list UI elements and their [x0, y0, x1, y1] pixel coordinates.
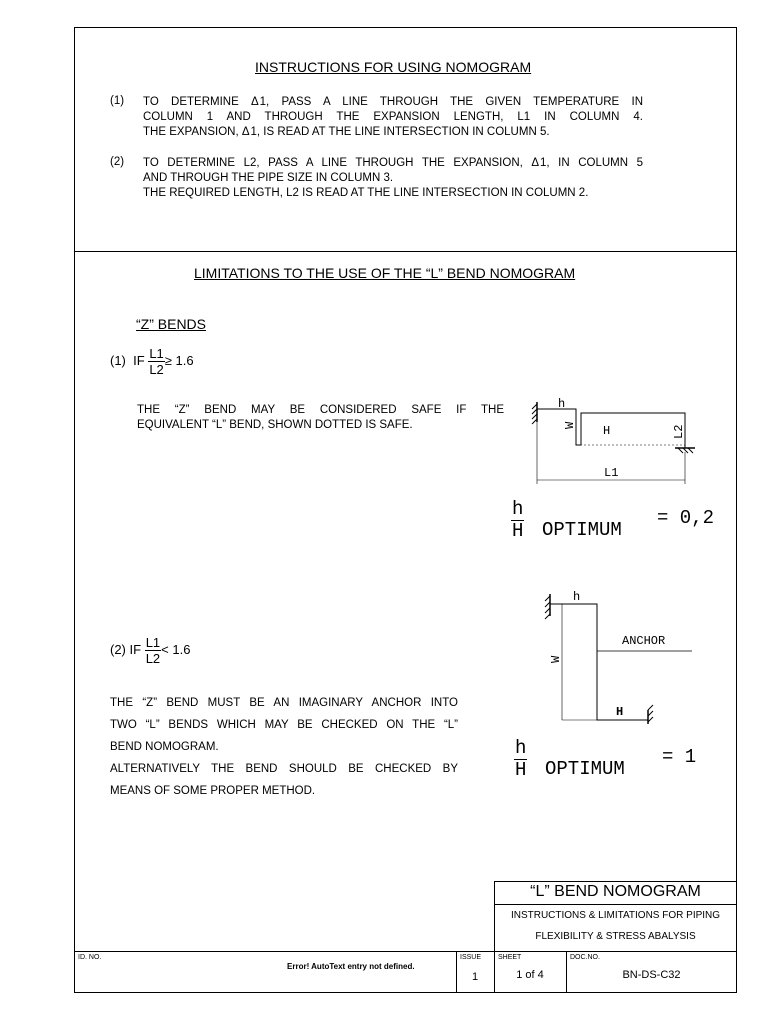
issue-label: ISSUE	[460, 954, 482, 961]
case-1-line-1: THE “Z” BEND MAY BE CONSIDERED SAFE IF THE	[137, 404, 504, 416]
case-1-optimum-value: = 0,2	[657, 507, 715, 529]
case-2-fraction	[145, 636, 161, 665]
instruction-1-number: (1)	[110, 95, 125, 107]
case-2-condition	[110, 636, 190, 665]
instruction-2-line-1: TO DETERMINE L2, PASS A LINE THROUGH THE EXPANSION, Δ 1, IN COLUMN 5	[143, 157, 643, 169]
case-2-line-5: MEANS OF SOME PROPER METHOD.	[110, 785, 316, 797]
case-1-text	[137, 403, 504, 433]
instruction-2-line-3: THE REQUIRED LENGTH, L2 IS READ AT THE LINE INTERSECTION IN COLUMN 2.	[143, 187, 589, 199]
z-bends-subtitle: “Z” BENDS	[136, 316, 206, 332]
z-bend-l1-label: L1	[604, 466, 619, 480]
instruction-1-line-3: THE EXPANSION, Δ 1, IS READ AT THE LINE INTERSECTION IN COLUMN 5.	[143, 126, 550, 138]
case-1-ratio-denominator: H	[512, 520, 524, 542]
case-2-fraction-denominator: L2	[145, 651, 161, 666]
case-2-ratio-numerator: h	[515, 737, 527, 759]
drawing-description-1: INSTRUCTIONS & LIMITATIONS FOR PIPING	[510, 910, 721, 921]
case-1-line-2: EQUIVALENT “L” BEND, SHOWN DOTTED IS SAFE.	[137, 419, 413, 431]
anchor-bend-h-label: h	[573, 590, 581, 604]
case-2-number: (2)	[110, 641, 126, 657]
sheet-label: SHEET	[498, 954, 522, 961]
instruction-1-line-2: COLUMN 1 AND THROUGH THE EXPANSION LENGTH, L1 IN COLUMN 4.	[143, 111, 643, 123]
case-1-ratio-fraction	[511, 500, 524, 541]
case-2-fraction-numerator: L1	[145, 635, 161, 650]
drawing-description-2: FLEXIBILITY & STRESS ABALYSIS	[535, 931, 696, 942]
case-1-condition	[110, 347, 194, 376]
case-2-comparison: < 1.6	[161, 641, 191, 657]
z-bend-l2-label: L2	[672, 424, 686, 439]
case-1-if: IF	[133, 352, 145, 368]
instruction-1-line-1: TO DETERMINE Δ 1, PASS A LINE THROUGH THE GIVEN TEMPERATURE IN	[143, 96, 643, 108]
doc-number-value: BN-DS-C32	[622, 969, 681, 981]
z-bend-H-label: H	[603, 424, 611, 438]
instruction-2-number: (2)	[110, 156, 125, 168]
case-2-line-2: TWO “L” BENDS WHICH MAY BE CHECKED ON THE “L”	[110, 719, 458, 731]
case-1-fraction-numerator: L1	[149, 346, 164, 361]
case-1-fraction	[148, 347, 164, 376]
case-2-optimum-value: = 1	[662, 746, 697, 768]
instruction-1-text	[143, 95, 643, 140]
case-2-line-4: ALTERNATIVELY THE BEND SHOULD BE CHECKED BY	[110, 763, 458, 775]
case-2-ratio-fraction	[514, 739, 527, 780]
anchor-bend-w-label: W	[549, 655, 563, 663]
case-2-optimum-label: OPTIMUM	[545, 758, 625, 780]
id-number-label: ID. NO.	[78, 954, 102, 961]
section-divider	[74, 251, 737, 252]
sheet-value: 1 of 4	[516, 969, 544, 981]
case-1-number: (1)	[110, 352, 126, 368]
case-1-fraction-denominator: L2	[149, 362, 164, 377]
case-2-line-1: THE “Z” BEND MUST BE AN IMAGINARY ANCHOR INTO	[110, 697, 458, 709]
anchor-bend-diagram	[540, 584, 700, 724]
case-2-line-3: BEND NOMOGRAM.	[110, 741, 219, 753]
anchor-bend-H-label: H	[616, 705, 624, 719]
title-block-top	[494, 881, 737, 882]
z-bend-w-label: W	[563, 421, 577, 429]
z-bend-h-label: h	[558, 397, 566, 411]
case-2-text	[110, 692, 458, 802]
case-1-comparison: ≥ 1.6	[164, 352, 194, 368]
id-number-value: Error! AutoText entry not defined.	[287, 962, 415, 971]
title-block-title-divider	[494, 904, 737, 905]
case-2-ratio	[514, 739, 527, 780]
instructions-title: INSTRUCTIONS FOR USING NOMOGRAM	[255, 59, 532, 75]
instruction-2-line-2: AND THROUGH THE PIPE SIZE IN COLUMN 3.	[143, 172, 394, 184]
issue-value: 1	[471, 971, 479, 983]
anchor-bend-anchor-label: ANCHOR	[622, 634, 666, 648]
info-row-divider	[74, 951, 737, 952]
case-2-ratio-denominator: H	[515, 759, 527, 781]
instruction-2-text	[143, 156, 643, 201]
drawing-title: “L” BEND NOMOGRAM	[530, 883, 701, 900]
case-1-ratio	[511, 500, 524, 541]
z-bend-diagram	[525, 392, 715, 492]
case-1-optimum-label: OPTIMUM	[542, 519, 622, 541]
limitations-title: LIMITATIONS TO THE USE OF THE “L” BEND NOMOGRAM	[194, 265, 576, 281]
doc-number-label: DOC.NO.	[570, 954, 600, 961]
case-2-if: IF	[129, 641, 142, 657]
case-1-ratio-numerator: h	[512, 498, 524, 520]
